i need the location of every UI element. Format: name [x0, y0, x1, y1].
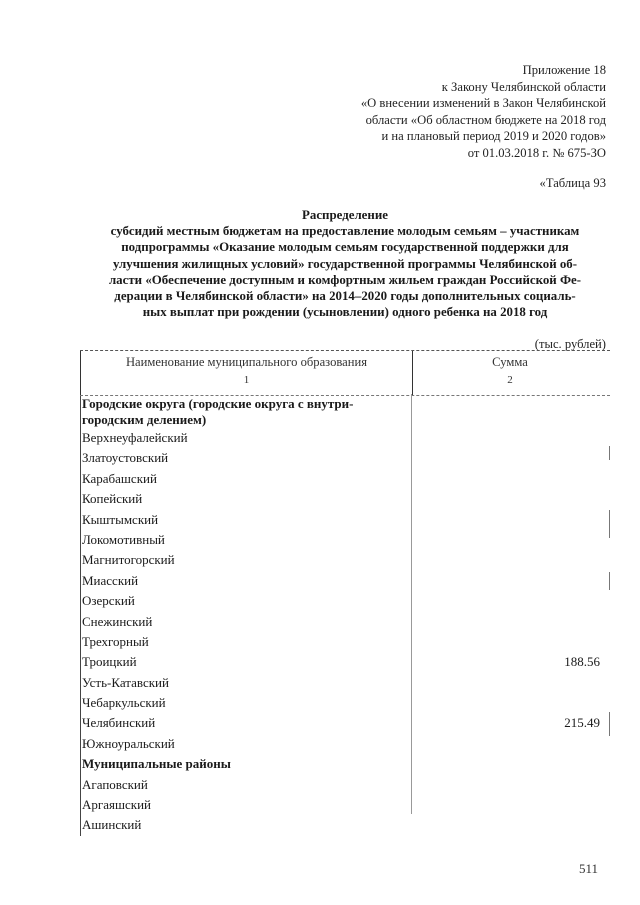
table-reference: «Таблица 93: [539, 176, 606, 190]
table-row: [80, 734, 610, 754]
appendix-line: и на плановый период 2019 и 2020 годов»: [381, 129, 606, 144]
table-row: [80, 510, 610, 530]
table-row: [80, 469, 610, 489]
table-row: [80, 673, 610, 693]
scan-mark: [609, 510, 610, 538]
table-row: [80, 571, 610, 591]
row-name: Златоустовский: [80, 448, 168, 468]
scan-mark: [609, 572, 610, 590]
row-name: Агаповский: [80, 775, 148, 795]
group-title: Городские округа (городские округа с внутри-: [82, 396, 354, 411]
units-label: (тыс. рублей): [534, 337, 606, 351]
title-line: субсидий местным бюджетам на предоставление молодым семьям – участникам: [110, 224, 580, 239]
scan-mark: [609, 712, 610, 736]
table-row: [80, 591, 610, 611]
row-name: Верхнеуфалейский: [80, 428, 188, 448]
row-name: Копейский: [80, 489, 142, 509]
row-name: Аргаяшский: [80, 795, 151, 815]
col-sum-number: 2: [507, 374, 513, 386]
table-row: [80, 693, 610, 713]
row-name: Миасский: [80, 571, 138, 591]
appendix-line: области «Об областном бюджете на 2018 год: [365, 112, 606, 127]
col-name-number: 1: [243, 374, 250, 386]
row-name: Локомотивный: [80, 530, 165, 550]
header-col-name: [80, 351, 413, 395]
subsidy-table: [80, 350, 610, 836]
appendix-line: «О внесении изменений в Закон Челябинской: [360, 96, 606, 111]
col-sum-title: Сумма: [492, 355, 528, 369]
group-title: Муниципальные районы: [80, 754, 231, 774]
table-row: [80, 530, 610, 550]
row-name: Ашинский: [80, 815, 141, 835]
title-line: ласти «Обеспечение доступным и комфортным жильем граждан Российской Фе-: [108, 272, 582, 287]
table-body: [80, 396, 610, 836]
title-line: улучшения жилищных условий» государственной программы Челябинской об-: [112, 256, 578, 271]
table-row: [80, 815, 610, 835]
document-title: [80, 207, 610, 320]
appendix-header: [276, 62, 606, 162]
table-row: [80, 795, 610, 815]
title-line: ных выплат при рождении (усыновлении) одного ребенка на 2018 год: [142, 305, 548, 320]
col-name-title: Наименование муниципального образования: [125, 355, 368, 369]
table-row: [80, 652, 610, 672]
table-row: [80, 448, 610, 468]
group-row-municipal-districts: [80, 754, 610, 774]
table-row: [80, 632, 610, 652]
title-line: дерации в Челябинской области» на 2014–2020 годы дополнительных социаль-: [114, 289, 576, 304]
title-line: подпрограммы «Оказание молодым семьям государственной поддержки для: [121, 240, 569, 255]
header-col-sum: [412, 351, 608, 395]
group-title: городским делением): [82, 411, 207, 427]
row-name: Трехгорный: [80, 632, 149, 652]
table-row: [80, 775, 610, 795]
row-name: Южноуральский: [80, 734, 175, 754]
row-name: Кыштымский: [80, 510, 158, 530]
row-name: Снежинский: [80, 612, 152, 632]
row-name: Усть-Катавский: [80, 673, 169, 693]
table-row: [80, 489, 610, 509]
table-row: [80, 428, 610, 448]
appendix-line: от 01.03.2018 г. № 675-ЗО: [467, 145, 606, 160]
group-row-city-districts: [80, 396, 610, 428]
table-row: [80, 713, 610, 733]
page-number: 511: [578, 861, 598, 876]
row-sum: 188.56: [564, 654, 600, 670]
title-heading: Распределение: [302, 208, 388, 222]
row-sum: 215.49: [564, 715, 600, 731]
table-row: [80, 612, 610, 632]
row-name: Троицкий: [80, 652, 137, 672]
table-header: [80, 350, 610, 396]
row-name: Магнитогорский: [80, 550, 175, 570]
table-row: [80, 550, 610, 570]
row-name: Челябинский: [80, 713, 155, 733]
scan-mark: [609, 446, 610, 460]
appendix-line: Приложение 18: [522, 63, 606, 77]
row-name: Чебаркульский: [80, 693, 166, 713]
row-name: Карабашский: [80, 469, 157, 489]
appendix-line: к Закону Челябинской области: [441, 79, 606, 94]
row-name: Озерский: [80, 591, 135, 611]
